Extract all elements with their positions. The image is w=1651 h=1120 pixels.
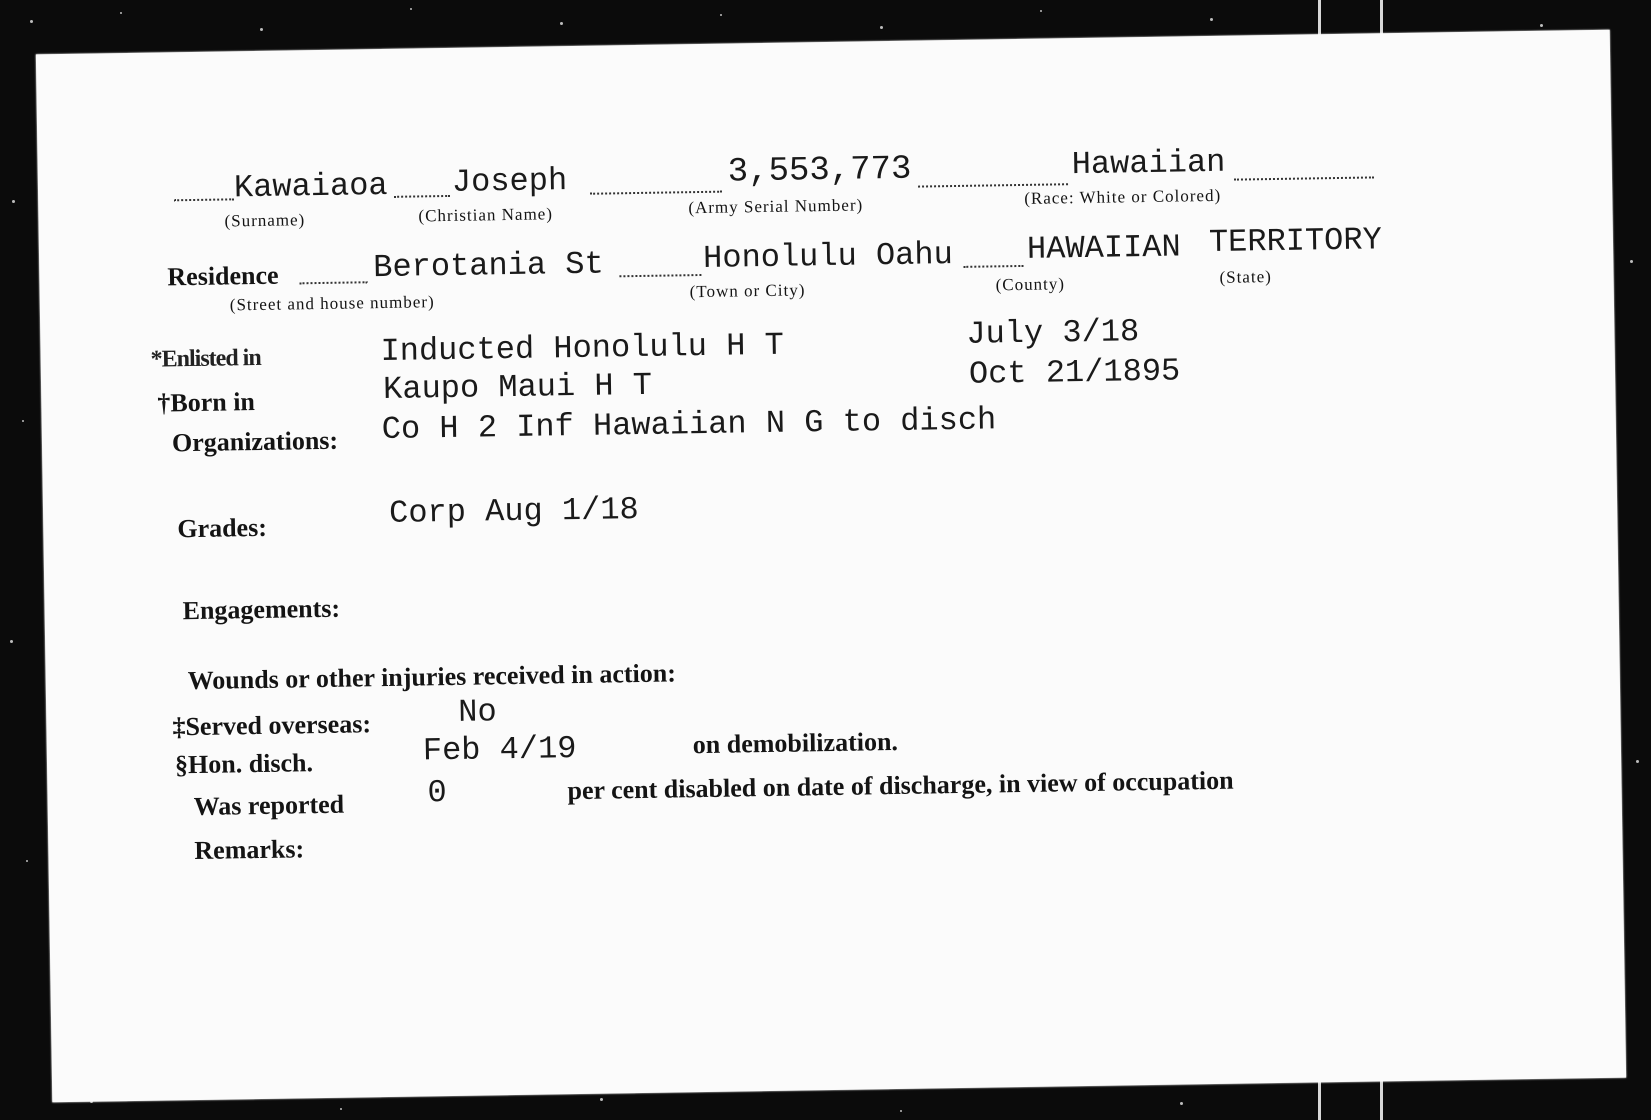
leader-dots xyxy=(394,195,450,198)
discharge-date: Feb 4/19 xyxy=(422,730,577,770)
service-record-card xyxy=(36,30,1626,1103)
leader-dots xyxy=(619,274,701,277)
state-caption: (State) xyxy=(1219,267,1272,287)
wounds-label: Wounds or other injuries received in action: xyxy=(187,658,677,696)
enlisted-date: July 3/18 xyxy=(966,313,1140,353)
christian-name-caption: (Christian Name) xyxy=(418,204,554,226)
street-value: Berotania St xyxy=(372,245,604,287)
reported-value: 0 xyxy=(427,774,448,812)
engagements-label: Engagements: xyxy=(182,593,341,626)
serial-number-caption: (Army Serial Number) xyxy=(688,195,864,218)
grades-label: Grades: xyxy=(177,512,268,544)
race-value: Hawaiian xyxy=(1071,143,1226,184)
leader-dots xyxy=(174,198,234,201)
disabled-text: per cent disabled on date of discharge, in view of occupation xyxy=(567,765,1234,806)
born-label: †Born in xyxy=(157,387,256,418)
enlisted-label: *Enlisted in xyxy=(150,344,261,373)
surname-value: Kawaiaoa xyxy=(233,166,388,207)
serial-number-value: 3,553,773 xyxy=(727,150,912,192)
leader-dots xyxy=(1234,176,1374,180)
town-caption: (Town or City) xyxy=(689,280,806,302)
town-value: Honolulu Oahu xyxy=(702,236,954,277)
race-caption: (Race: White or Colored) xyxy=(1024,185,1222,208)
discharge-reason: on demobilization. xyxy=(692,726,899,760)
surname-caption: (Surname) xyxy=(224,210,306,231)
organizations-value: Co H 2 Inf Hawaiian N G to disch xyxy=(381,401,997,449)
street-caption: (Street and house number) xyxy=(229,292,435,315)
county-value: HAWAIIAN xyxy=(1026,228,1181,268)
leader-dots xyxy=(590,191,722,195)
grades-value: Corp Aug 1/18 xyxy=(388,491,640,532)
born-value: Kaupo Maui H T xyxy=(382,366,653,409)
county-caption: (County) xyxy=(995,274,1066,295)
reported-label: Was reported xyxy=(193,789,345,822)
born-date: Oct 21/1895 xyxy=(968,352,1181,393)
served-overseas-value: No xyxy=(457,693,497,731)
leader-dots xyxy=(918,183,1068,187)
remarks-label: Remarks: xyxy=(194,834,305,866)
residence-label: Residence xyxy=(167,260,279,292)
enlisted-value: Inducted Honolulu H T xyxy=(380,326,785,371)
state-value: TERRITORY xyxy=(1208,221,1383,262)
discharge-label: §Hon. disch. xyxy=(174,748,314,780)
organizations-label: Organizations: xyxy=(171,425,339,458)
leader-dots xyxy=(299,281,367,284)
served-overseas-label: ‡Served overseas: xyxy=(172,709,372,742)
christian-name-value: Joseph xyxy=(451,162,568,201)
leader-dots xyxy=(963,265,1023,268)
